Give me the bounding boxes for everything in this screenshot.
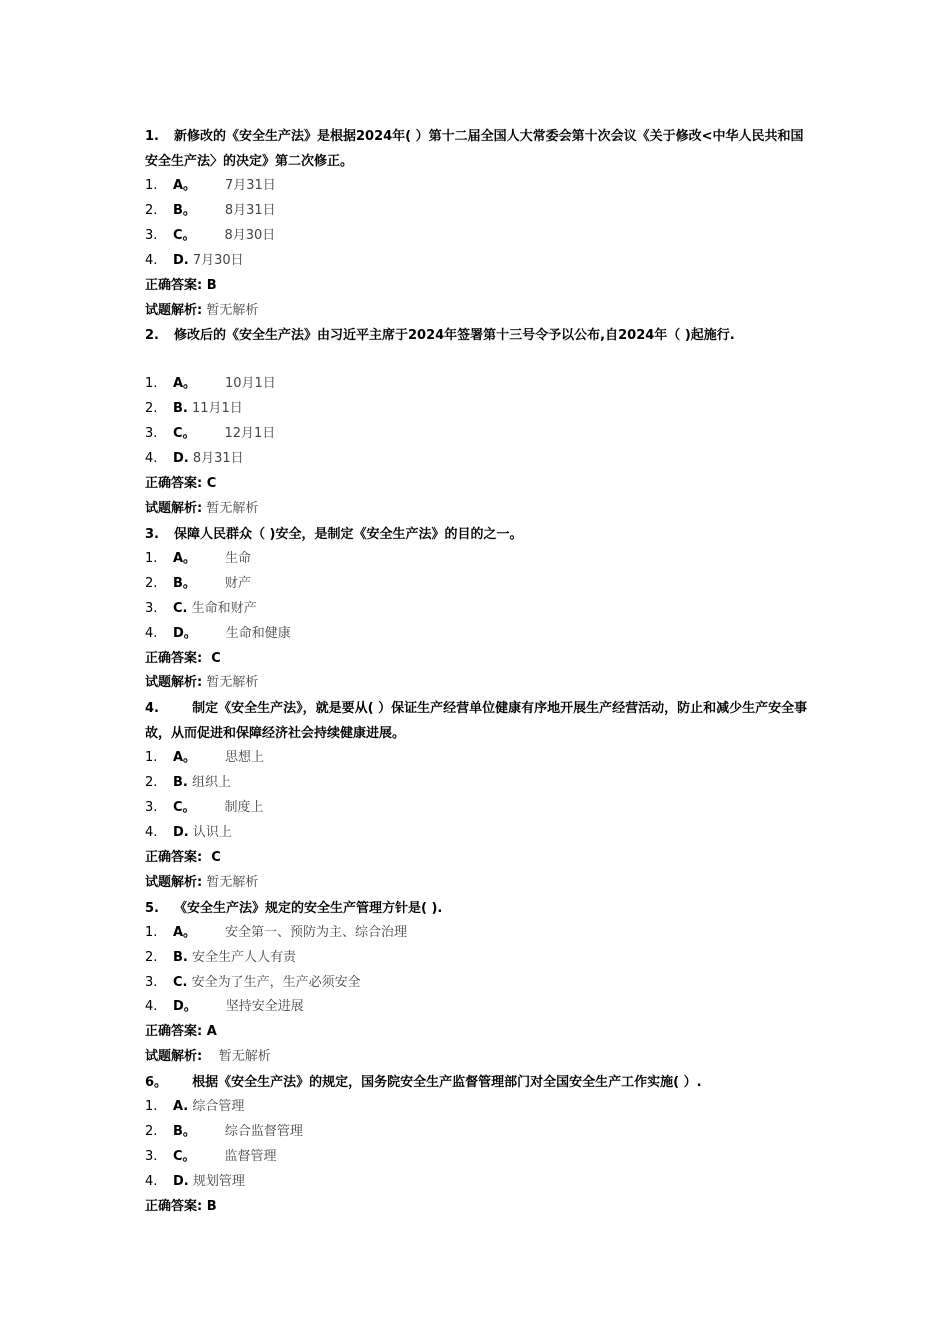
- option-number: 2.: [145, 1124, 158, 1140]
- answer-label: 正确答案:: [145, 1024, 203, 1040]
- answer-value: C: [202, 849, 221, 865]
- option-letter: A。: [173, 924, 197, 940]
- option-number: 4.: [145, 451, 158, 467]
- question-title: [145, 323, 810, 372]
- analysis-value: 暂无解析: [202, 1049, 271, 1065]
- option-text: 监督管理: [195, 1149, 277, 1164]
- question-block: [145, 696, 810, 895]
- option-item: [145, 597, 810, 622]
- question-title: [145, 124, 810, 174]
- option-letter: C.: [173, 600, 188, 616]
- analysis-label: 试题解析:: [145, 675, 203, 691]
- option-text: 综合管理: [188, 1099, 245, 1115]
- answer-value: C: [202, 650, 221, 666]
- option-item: [145, 1095, 810, 1120]
- option-text: 坚持安全进展: [196, 999, 304, 1015]
- option-item: [145, 796, 810, 821]
- option-item: [145, 995, 810, 1020]
- question-block: [145, 896, 810, 1070]
- option-number: 2.: [145, 401, 158, 417]
- option-item: [145, 199, 810, 224]
- answer-label: 正确答案:: [145, 476, 203, 492]
- option-number: 1.: [145, 750, 158, 766]
- option-item: [145, 1145, 810, 1170]
- option-text: 组织上: [187, 775, 231, 791]
- option-item: [145, 771, 810, 796]
- option-item: [145, 397, 810, 422]
- question-text: 修改后的《安全生产法》由习近平主席于2024年签署第十三号令予以公布,自2024年（ )起施行.: [174, 328, 735, 344]
- option-item: [145, 746, 810, 771]
- option-letter: B.: [173, 775, 188, 791]
- option-number: 1.: [145, 1099, 158, 1115]
- option-letter: A。: [173, 750, 197, 766]
- option-item: [145, 971, 810, 996]
- question-title: [145, 522, 810, 547]
- correct-answer: [145, 647, 810, 672]
- option-letter: C.: [173, 974, 188, 990]
- option-number: 2.: [145, 575, 158, 591]
- option-text: 综合监督管理: [195, 1124, 303, 1140]
- analysis: [145, 671, 810, 696]
- correct-answer: [145, 1195, 810, 1220]
- question-number: 2.: [145, 328, 159, 344]
- analysis: [145, 1045, 810, 1070]
- option-text: 8月30日: [195, 227, 276, 243]
- answer-label: 正确答案:: [145, 1198, 203, 1214]
- question-block: [145, 323, 810, 521]
- option-number: 1.: [145, 550, 158, 566]
- option-text: 8月31日: [195, 202, 276, 218]
- option-text: 7月30日: [188, 252, 244, 268]
- option-letter: C。: [173, 1149, 196, 1164]
- option-letter: B。: [173, 575, 196, 591]
- option-text: 10月1日: [196, 376, 276, 392]
- analysis: [145, 871, 810, 896]
- question-number: 5.: [145, 900, 159, 916]
- correct-answer: [145, 274, 810, 299]
- option-item: [145, 547, 810, 572]
- option-letter: D.: [173, 451, 189, 467]
- option-number: 3.: [145, 974, 158, 990]
- analysis-value: 暂无解析: [202, 675, 259, 691]
- question-number: 3.: [145, 526, 159, 542]
- option-item: [145, 946, 810, 971]
- analysis-label: 试题解析:: [145, 500, 203, 516]
- question-text: 《安全生产法》规定的安全生产管理方针是( ).: [174, 900, 443, 916]
- question-title: [145, 896, 810, 921]
- option-number: 2.: [145, 949, 158, 965]
- analysis-value: 暂无解析: [202, 302, 259, 318]
- question-number: 4.: [145, 701, 159, 717]
- option-number: 4.: [145, 825, 158, 841]
- option-item: [145, 1170, 810, 1195]
- option-item: [145, 249, 810, 274]
- option-letter: C。: [173, 227, 196, 243]
- question-text: 根据《安全生产法》的规定，国务院安全生产监督管理部门对全国安全生产工作实施( ）.: [174, 1075, 702, 1091]
- option-text: 11月1日: [187, 401, 243, 417]
- question-block: [145, 124, 810, 323]
- option-text: 安全第一、预防为主、综合治理: [196, 924, 407, 940]
- option-number: 3.: [145, 227, 158, 243]
- correct-answer: [145, 846, 810, 871]
- option-text: 安全生产人人有责: [187, 949, 296, 965]
- analysis: [145, 497, 810, 522]
- option-text: 规划管理: [188, 1173, 245, 1189]
- option-letter: A.: [173, 1099, 189, 1115]
- option-item: [145, 174, 810, 199]
- option-item: [145, 224, 810, 249]
- option-number: 3.: [145, 1149, 158, 1164]
- question-text: 新修改的《安全生产法》是根据2024年( ）第十二届全国人大常委会第十次会议《关于修改<中华人民共和国安全生产法〉的决定》第二次修正。: [145, 129, 804, 169]
- option-text: 制度上: [195, 800, 264, 816]
- option-letter: C。: [173, 800, 196, 816]
- correct-answer: [145, 472, 810, 497]
- option-letter: A。: [173, 550, 197, 566]
- option-number: 4.: [145, 999, 158, 1015]
- option-number: 2.: [145, 202, 158, 218]
- option-letter: D.: [173, 252, 189, 268]
- answer-value: B: [202, 1198, 217, 1214]
- answer-value: B: [202, 277, 217, 293]
- analysis-label: 试题解析:: [145, 1049, 203, 1065]
- option-number: 3.: [145, 800, 158, 816]
- question-text: 制定《安全生产法》，就是要从( ）保证生产经营单位健康有序地开展生产经营活动，防止和减少生产安全事故，从而促进和保障经济社会持续健康进展。: [145, 701, 808, 742]
- analysis-value: 暂无解析: [202, 874, 259, 890]
- option-item: [145, 1120, 810, 1145]
- option-text: 生命和财产: [187, 600, 257, 616]
- option-text: 思想上: [196, 750, 264, 766]
- option-number: 3.: [145, 426, 158, 442]
- option-text: 8月31日: [188, 451, 244, 467]
- option-number: 4.: [145, 1173, 158, 1189]
- analysis: [145, 299, 810, 324]
- option-letter: C。: [173, 426, 196, 442]
- option-number: 1.: [145, 924, 158, 940]
- document-body: [145, 124, 810, 1220]
- option-item: [145, 447, 810, 472]
- question-block: [145, 1070, 810, 1220]
- correct-answer: [145, 1020, 810, 1045]
- question-number: 1.: [145, 129, 159, 144]
- option-item: [145, 422, 810, 447]
- option-item: [145, 622, 810, 647]
- question-title: [145, 696, 810, 746]
- option-text: 认识上: [188, 825, 232, 841]
- option-letter: D.: [173, 825, 189, 841]
- option-number: 3.: [145, 600, 158, 616]
- analysis-label: 试题解析:: [145, 302, 203, 318]
- option-number: 4.: [145, 625, 158, 641]
- answer-label: 正确答案:: [145, 650, 203, 666]
- option-item: [145, 372, 810, 397]
- option-letter: A。: [173, 178, 197, 193]
- option-number: 1.: [145, 376, 158, 392]
- option-text: 安全为了生产，生产必须安全: [187, 974, 361, 990]
- answer-label: 正确答案:: [145, 277, 203, 293]
- option-letter: A。: [173, 376, 197, 392]
- option-text: 生命和健康: [196, 625, 291, 641]
- option-number: 1.: [145, 178, 158, 193]
- option-letter: B。: [173, 202, 196, 218]
- option-item: [145, 572, 810, 597]
- option-number: 4.: [145, 252, 158, 268]
- analysis-label: 试题解析:: [145, 874, 203, 890]
- answer-value: A: [202, 1024, 217, 1040]
- question-title: [145, 1070, 810, 1095]
- option-letter: B.: [173, 401, 188, 417]
- option-letter: D.: [173, 1173, 189, 1189]
- question-number: 6。: [145, 1075, 168, 1091]
- question-block: [145, 522, 810, 696]
- option-text: 12月1日: [195, 426, 276, 442]
- option-letter: D。: [173, 625, 197, 641]
- option-letter: B。: [173, 1124, 196, 1140]
- option-text: 生命: [196, 550, 251, 566]
- analysis-value: 暂无解析: [202, 500, 259, 516]
- option-number: 2.: [145, 775, 158, 791]
- option-text: 7月31日: [196, 178, 276, 193]
- option-text: 财产: [195, 575, 251, 591]
- option-item: [145, 821, 810, 846]
- option-letter: D。: [173, 999, 197, 1015]
- question-text: 保障人民群众（ )安全，是制定《安全生产法》的目的之一。: [174, 526, 523, 542]
- answer-value: C: [202, 476, 217, 492]
- option-item: [145, 921, 810, 946]
- answer-label: 正确答案:: [145, 849, 203, 865]
- option-letter: B.: [173, 949, 188, 965]
